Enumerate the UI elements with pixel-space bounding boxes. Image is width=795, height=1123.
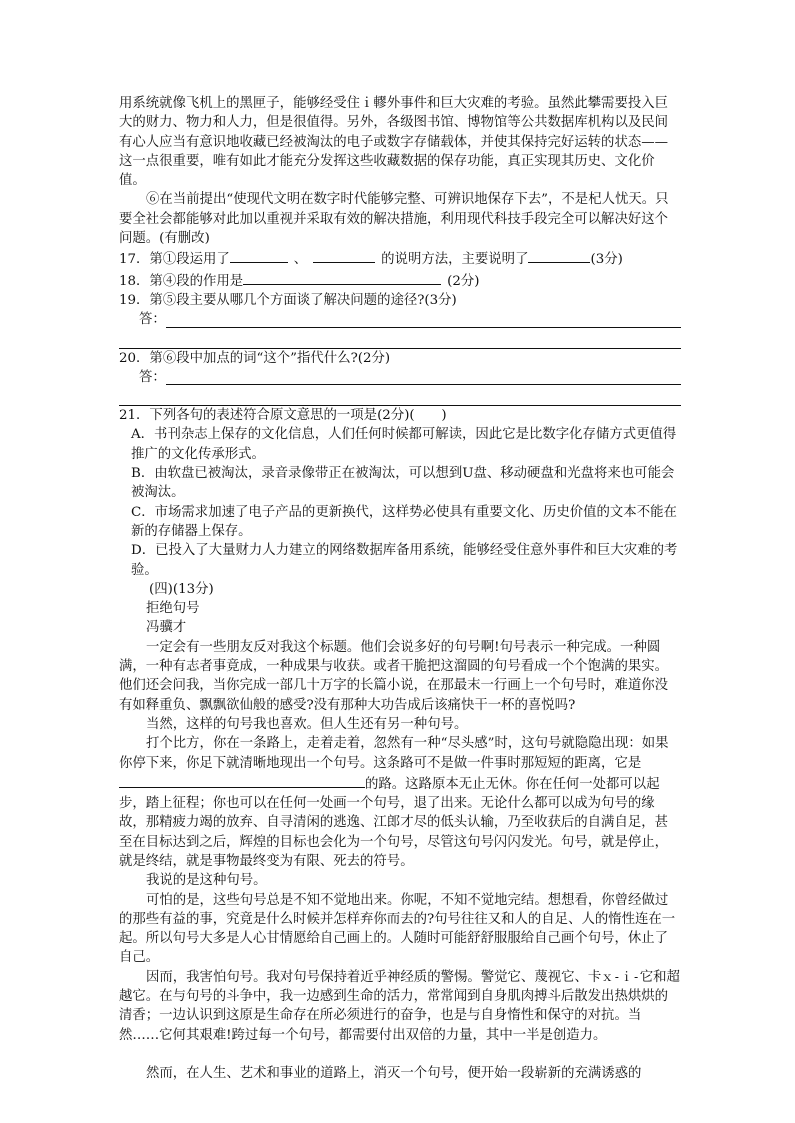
article-paragraph-5: 可怕的是，这些句号总是不知不觉地出来。你呢，不知不觉地完结。想想看，你曾经做过的那些有益的事，究竟是什么时候并怎样弃你而去的?句号往往又和人的自足、人的惰性连在一起。所以句号大多是人心甘情愿给自己画上的。人随时可能舒舒服服给自己画个句号，休止了自己。 bbox=[119, 892, 676, 966]
answer-line-19-b[interactable] bbox=[119, 330, 681, 349]
answer-blank[interactable] bbox=[230, 248, 288, 263]
section-heading: (四)(13分) bbox=[149, 581, 214, 597]
answer-line-20[interactable] bbox=[119, 368, 681, 387]
document-page bbox=[119, 94, 681, 1083]
article-paragraph-7: 然而，在人生、艺术和事业的道路上，消灭一个句号，便开始一段崭新的充满诱惑的 bbox=[146, 1065, 642, 1081]
option-b[interactable]: B．由软盘已被淘汰，录音录像带正在被淘汰，可以想到U盘、移动硬盘和光盘将来也可能会被淘汰。 bbox=[131, 466, 675, 501]
answer-line-19[interactable] bbox=[119, 310, 681, 329]
answer-label: 答： bbox=[139, 369, 166, 385]
article-paragraph-6: 因而，我害怕句号。我对句号保持着近乎神经质的警惕。警觉它、蔑视它、卡ｘ-ｉ-它和超越它。在与句号的斗争中，我一边感到生命的活力，常常闻到自身肌肉搏斗后散发出热烘烘的清香；一边认识到这原是生命存在所必须进行的奋争，也是与自身惰性和保守的对抗。当然……它何其艰难!跨过每一个句号，都需要付出双倍的力量，其中一半是创造力。 bbox=[119, 969, 680, 1043]
question-21: 21．下列各句的表述符合原文意思的一项是(2分)( ) bbox=[119, 408, 447, 424]
option-c[interactable]: C．市场需求加速了电子产品的更新换代，这样势必使具有重要文化、历史价值的文本不能在新的存储器上保存。 bbox=[131, 504, 677, 539]
article-paragraph-4: 我说的是这种句号。 bbox=[146, 873, 267, 889]
question-17: 17．第①段运用了 、 的说明方法，主要说明了 (3分) bbox=[119, 248, 681, 269]
option-d[interactable]: D．已投入了大量财力人力建立的网络数据库备用系统，能够经受住意外事件和巨大灾难的考验。 bbox=[131, 543, 678, 578]
question-19: 19．第⑤段主要从哪几个方面谈了解决问题的途径?(3分) bbox=[119, 292, 457, 308]
answer-blank[interactable] bbox=[119, 773, 365, 788]
article-paragraph-3: 打个比方，你在一条路上，走着走着，忽然有一种“尽头感”时，这句号就隐隐出现：如果你停下来，你足下就清晰地现出一个句号。这条路可不是做一件事时那短短的距离，它是的路。这路原本无止无休。你在任何一处都可以起步，踏上征程；你也可以在任何一处画一个句号，退了出来。无论什么都可以成为句号的缘故，那精疲力竭的放弃、自寻清闲的逃逸、江郎才尽的低头认输，乃至收获后的自满自足，甚至在目标达到之后，辉煌的目标也会化为一个句号，尽管这句号闪闪发光。句号，就是停止，就是终结，就是事物最终变为有限、死去的符号。 bbox=[119, 736, 669, 869]
article-title: 拒绝句号 bbox=[146, 601, 200, 617]
answer-underline bbox=[166, 312, 681, 328]
answer-label: 答： bbox=[139, 312, 166, 328]
answer-line-20-b[interactable] bbox=[119, 387, 681, 406]
answer-blank[interactable] bbox=[313, 248, 375, 263]
article-author: 冯骥才 bbox=[146, 620, 187, 636]
question-20: 20．第⑥段中加点的词“这个”指代什么?(2分) bbox=[119, 350, 391, 366]
pinyin-annotation: ｘ-ｉ- bbox=[601, 969, 640, 984]
passage3-paragraph6: ⑥在当前提出“使现代文明在数字时代能够完整、可辨识地保存下去”，不是杞人忧天。只要全社会都能够对此加以重视并采取有效的解决措施，利用现代科技手段完全可以解决好这个问题。(有删改) bbox=[119, 192, 669, 247]
answer-blank[interactable] bbox=[528, 248, 590, 263]
article-paragraph-1: 一定会有一些朋友反对我这个标题。他们会说多好的句号啊!句号表示一种完成。一种圆满，一种有志者事竟成，一种成果与收获。或者干脆把这溜圆的句号看成一个个饱满的果实。他们还会问我，当你完成一部几十万字的长篇小说，在那最末一行画上一个句号时，难道你没有如释重负、飘飘欲仙般的感受?没有那种大功告成后该痛快干一杯的喜悦吗? bbox=[119, 639, 669, 713]
option-a[interactable]: A．书刊杂志上保存的文化信息，人们任何时候都可解读，因此它是比数字化存储方式更值得推广的文化传承形式。 bbox=[131, 427, 677, 462]
question-18: 18．第④段的作用是 (2分) bbox=[119, 270, 681, 291]
article-paragraph-2: 当然，这样的句号我也喜欢。但人生还有另一种句号。 bbox=[146, 716, 468, 732]
answer-blank[interactable] bbox=[243, 270, 441, 285]
passage3-paragraph5-continuation: 用系统就像飞机上的黑匣子，能够经受住ｉ轇外事件和巨大灾难的考验。虽然此攀需要投入巨大的财力、物力和人力，但是很值得。另外，各级图书馆、博物馆等公共数据库机构以及民间有心人应当有意识地收藏已经被淘汰的电子或数字存储载体，并使其保持完好运转的状态——这一点很重要，唯有如此才能充分发挥这些收藏数据的保存功能，真正实现其历史、文化价值。 bbox=[119, 96, 669, 189]
answer-underline bbox=[166, 369, 681, 385]
